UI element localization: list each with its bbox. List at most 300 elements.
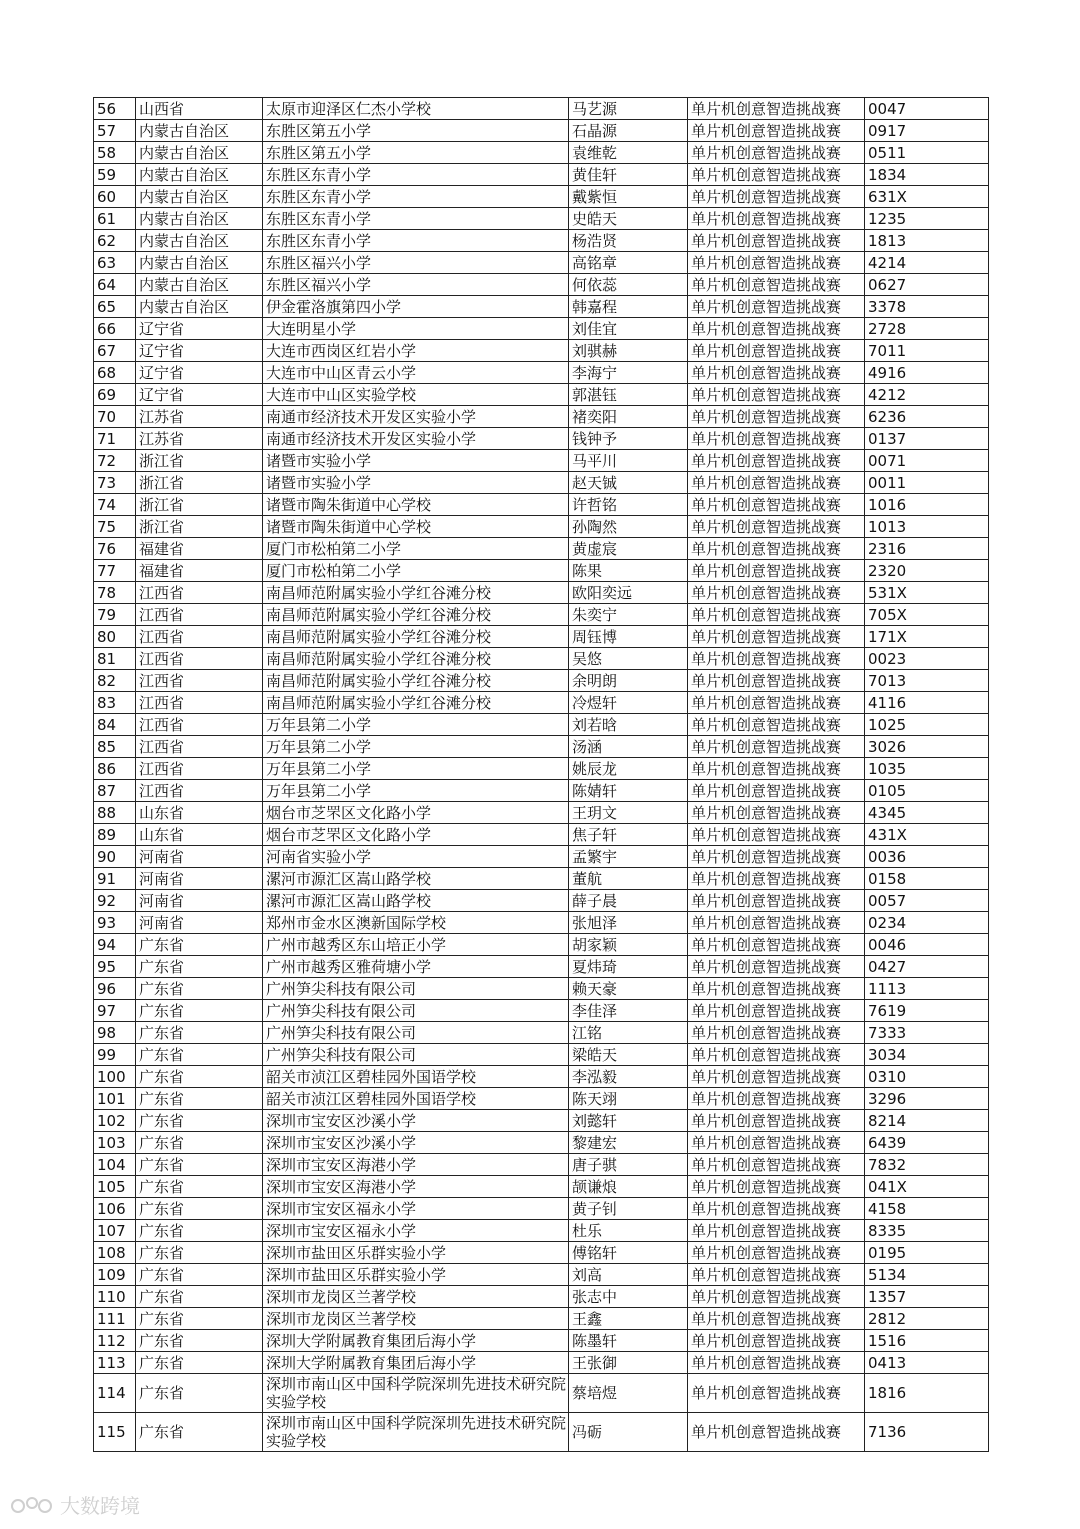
student-name-cell: 刘高 [569, 1264, 688, 1286]
competition-cell: 单片机创意智造挑战赛 [688, 736, 865, 758]
table-row [94, 978, 989, 1000]
row-number-cell: 105 [94, 1176, 136, 1198]
row-number-cell: 72 [94, 450, 136, 472]
id-suffix-cell: 1025 [865, 714, 989, 736]
table-row [94, 802, 989, 824]
table-row [94, 120, 989, 142]
student-name-cell: 马艺源 [569, 98, 688, 120]
table-row [94, 1110, 989, 1132]
student-name-cell: 高铭章 [569, 252, 688, 274]
province-cell: 江西省 [136, 582, 263, 604]
table-row [94, 956, 989, 978]
competition-cell: 单片机创意智造挑战赛 [688, 758, 865, 780]
school-cell: 东胜区福兴小学 [263, 252, 569, 274]
id-suffix-cell: 0023 [865, 648, 989, 670]
student-name-cell: 余明朗 [569, 670, 688, 692]
province-cell: 广东省 [136, 1330, 263, 1352]
table-row [94, 736, 989, 758]
table-row [94, 1000, 989, 1022]
school-cell: 广州市越秀区东山培正小学 [263, 934, 569, 956]
province-cell: 河南省 [136, 868, 263, 890]
id-suffix-cell: 2812 [865, 1308, 989, 1330]
row-number-cell: 79 [94, 604, 136, 626]
competition-cell: 单片机创意智造挑战赛 [688, 1022, 865, 1044]
school-cell: 诸暨市实验小学 [263, 450, 569, 472]
school-cell: 南昌师范附属实验小学红谷滩分校 [263, 604, 569, 626]
student-name-cell: 张旭泽 [569, 912, 688, 934]
competition-cell: 单片机创意智造挑战赛 [688, 1132, 865, 1154]
school-cell: 广州笋尖科技有限公司 [263, 978, 569, 1000]
row-number-cell: 110 [94, 1286, 136, 1308]
competition-cell: 单片机创意智造挑战赛 [688, 230, 865, 252]
school-cell: 万年县第二小学 [263, 758, 569, 780]
table-row [94, 1242, 989, 1264]
student-name-cell: 史皓天 [569, 208, 688, 230]
table-row [94, 340, 989, 362]
student-name-cell: 夏炜琦 [569, 956, 688, 978]
id-suffix-cell: 0427 [865, 956, 989, 978]
school-cell: 深圳大学附属教育集团后海小学 [263, 1352, 569, 1374]
province-cell: 福建省 [136, 538, 263, 560]
row-number-cell: 109 [94, 1264, 136, 1286]
id-suffix-cell: 631X [865, 186, 989, 208]
school-cell: 南昌师范附属实验小学红谷滩分校 [263, 670, 569, 692]
row-number-cell: 82 [94, 670, 136, 692]
watermark [10, 1490, 140, 1519]
school-cell: 南昌师范附属实验小学红谷滩分校 [263, 582, 569, 604]
student-name-cell: 张志中 [569, 1286, 688, 1308]
competition-cell: 单片机创意智造挑战赛 [688, 296, 865, 318]
school-cell: 大连市中山区实验学校 [263, 384, 569, 406]
competition-cell: 单片机创意智造挑战赛 [688, 120, 865, 142]
competition-cell: 单片机创意智造挑战赛 [688, 274, 865, 296]
province-cell: 广东省 [136, 934, 263, 956]
competition-cell: 单片机创意智造挑战赛 [688, 1198, 865, 1220]
school-cell: 东胜区东青小学 [263, 230, 569, 252]
table-row [94, 560, 989, 582]
school-cell: 深圳市南山区中国科学院深圳先进技术研究院实验学校 [263, 1374, 569, 1413]
student-name-cell: 李海宁 [569, 362, 688, 384]
province-cell: 广东省 [136, 1242, 263, 1264]
school-cell: 深圳市宝安区福永小学 [263, 1220, 569, 1242]
school-cell: 诸暨市陶朱街道中心学校 [263, 494, 569, 516]
competition-cell: 单片机创意智造挑战赛 [688, 1154, 865, 1176]
table-row [94, 516, 989, 538]
province-cell: 内蒙古自治区 [136, 208, 263, 230]
table-row [94, 1330, 989, 1352]
province-cell: 广东省 [136, 1264, 263, 1286]
row-number-cell: 60 [94, 186, 136, 208]
student-name-cell: 孙陶然 [569, 516, 688, 538]
province-cell: 内蒙古自治区 [136, 296, 263, 318]
student-name-cell: 赵天铖 [569, 472, 688, 494]
province-cell: 江西省 [136, 670, 263, 692]
competition-cell: 单片机创意智造挑战赛 [688, 450, 865, 472]
row-number-cell: 73 [94, 472, 136, 494]
student-name-cell: 冯砺 [569, 1413, 688, 1452]
table-row [94, 252, 989, 274]
school-cell: 深圳市盐田区乐群实验小学 [263, 1264, 569, 1286]
student-name-cell: 王鑫 [569, 1308, 688, 1330]
province-cell: 广东省 [136, 1198, 263, 1220]
competition-cell: 单片机创意智造挑战赛 [688, 934, 865, 956]
registration-table [93, 97, 989, 1452]
school-cell: 大连市西岗区红岩小学 [263, 340, 569, 362]
school-cell: 深圳市宝安区海港小学 [263, 1154, 569, 1176]
row-number-cell: 64 [94, 274, 136, 296]
id-suffix-cell: 1016 [865, 494, 989, 516]
province-cell: 广东省 [136, 1154, 263, 1176]
row-number-cell: 77 [94, 560, 136, 582]
province-cell: 内蒙古自治区 [136, 164, 263, 186]
school-cell: 厦门市松柏第二小学 [263, 560, 569, 582]
province-cell: 广东省 [136, 1374, 263, 1413]
id-suffix-cell: 4158 [865, 1198, 989, 1220]
competition-cell: 单片机创意智造挑战赛 [688, 824, 865, 846]
competition-cell: 单片机创意智造挑战赛 [688, 604, 865, 626]
table-row [94, 406, 989, 428]
school-cell: 广州市越秀区雅荷塘小学 [263, 956, 569, 978]
table-row [94, 1286, 989, 1308]
student-name-cell: 赖天豪 [569, 978, 688, 1000]
row-number-cell: 63 [94, 252, 136, 274]
competition-cell: 单片机创意智造挑战赛 [688, 472, 865, 494]
id-suffix-cell: 4116 [865, 692, 989, 714]
student-name-cell: 韩嘉程 [569, 296, 688, 318]
row-number-cell: 57 [94, 120, 136, 142]
competition-cell: 单片机创意智造挑战赛 [688, 1330, 865, 1352]
id-suffix-cell: 1516 [865, 1330, 989, 1352]
table-row [94, 1066, 989, 1088]
school-cell: 万年县第二小学 [263, 736, 569, 758]
school-cell: 深圳市龙岗区兰著学校 [263, 1308, 569, 1330]
row-number-cell: 115 [94, 1413, 136, 1452]
province-cell: 广东省 [136, 978, 263, 1000]
competition-cell: 单片机创意智造挑战赛 [688, 714, 865, 736]
id-suffix-cell: 0011 [865, 472, 989, 494]
school-cell: 郑州市金水区澳新国际学校 [263, 912, 569, 934]
student-name-cell: 陈墨轩 [569, 1330, 688, 1352]
row-number-cell: 92 [94, 890, 136, 912]
id-suffix-cell: 705X [865, 604, 989, 626]
school-cell: 万年县第二小学 [263, 780, 569, 802]
school-cell: 烟台市芝罘区文化路小学 [263, 824, 569, 846]
row-number-cell: 59 [94, 164, 136, 186]
table-row [94, 714, 989, 736]
table-row [94, 692, 989, 714]
competition-cell: 单片机创意智造挑战赛 [688, 1110, 865, 1132]
table-row [94, 142, 989, 164]
table-row [94, 1132, 989, 1154]
competition-cell: 单片机创意智造挑战赛 [688, 1413, 865, 1452]
province-cell: 广东省 [136, 956, 263, 978]
competition-cell: 单片机创意智造挑战赛 [688, 1374, 865, 1413]
student-name-cell: 陈婧轩 [569, 780, 688, 802]
table-row [94, 868, 989, 890]
student-name-cell: 蔡培煜 [569, 1374, 688, 1413]
row-number-cell: 78 [94, 582, 136, 604]
competition-cell: 单片机创意智造挑战赛 [688, 1044, 865, 1066]
row-number-cell: 88 [94, 802, 136, 824]
id-suffix-cell: 0917 [865, 120, 989, 142]
table-row [94, 1198, 989, 1220]
row-number-cell: 103 [94, 1132, 136, 1154]
student-name-cell: 石晶源 [569, 120, 688, 142]
id-suffix-cell: 1035 [865, 758, 989, 780]
competition-cell: 单片机创意智造挑战赛 [688, 1176, 865, 1198]
province-cell: 广东省 [136, 1088, 263, 1110]
table-row [94, 384, 989, 406]
id-suffix-cell: 4214 [865, 252, 989, 274]
table-row [94, 1044, 989, 1066]
competition-cell: 单片机创意智造挑战赛 [688, 406, 865, 428]
id-suffix-cell: 1813 [865, 230, 989, 252]
province-cell: 广东省 [136, 1044, 263, 1066]
student-name-cell: 杨浩贤 [569, 230, 688, 252]
id-suffix-cell: 0234 [865, 912, 989, 934]
table-row [94, 824, 989, 846]
row-number-cell: 67 [94, 340, 136, 362]
student-name-cell: 杜乐 [569, 1220, 688, 1242]
competition-cell: 单片机创意智造挑战赛 [688, 1308, 865, 1330]
student-name-cell: 焦子轩 [569, 824, 688, 846]
student-name-cell: 吴悠 [569, 648, 688, 670]
school-cell: 东胜区第五小学 [263, 120, 569, 142]
competition-cell: 单片机创意智造挑战赛 [688, 560, 865, 582]
id-suffix-cell: 7013 [865, 670, 989, 692]
province-cell: 山东省 [136, 802, 263, 824]
province-cell: 江西省 [136, 626, 263, 648]
school-cell: 广州笋尖科技有限公司 [263, 1000, 569, 1022]
school-cell: 厦门市松柏第二小学 [263, 538, 569, 560]
table-row [94, 164, 989, 186]
school-cell: 韶关市浈江区碧桂园外国语学校 [263, 1088, 569, 1110]
student-name-cell: 颉谦烺 [569, 1176, 688, 1198]
competition-cell: 单片机创意智造挑战赛 [688, 428, 865, 450]
table-row [94, 1264, 989, 1286]
school-cell: 南昌师范附属实验小学红谷滩分校 [263, 648, 569, 670]
row-number-cell: 81 [94, 648, 136, 670]
school-cell: 伊金霍洛旗第四小学 [263, 296, 569, 318]
school-cell: 深圳市宝安区福永小学 [263, 1198, 569, 1220]
province-cell: 江西省 [136, 692, 263, 714]
province-cell: 广东省 [136, 1176, 263, 1198]
student-name-cell: 黄虚宸 [569, 538, 688, 560]
id-suffix-cell: 1834 [865, 164, 989, 186]
id-suffix-cell: 041X [865, 1176, 989, 1198]
id-suffix-cell: 5134 [865, 1264, 989, 1286]
school-cell: 万年县第二小学 [263, 714, 569, 736]
province-cell: 广东省 [136, 1000, 263, 1022]
id-suffix-cell: 8335 [865, 1220, 989, 1242]
school-cell: 深圳市盐田区乐群实验小学 [263, 1242, 569, 1264]
competition-cell: 单片机创意智造挑战赛 [688, 318, 865, 340]
id-suffix-cell: 0057 [865, 890, 989, 912]
province-cell: 辽宁省 [136, 340, 263, 362]
school-cell: 深圳市南山区中国科学院深圳先进技术研究院实验学校 [263, 1413, 569, 1452]
province-cell: 浙江省 [136, 516, 263, 538]
school-cell: 深圳市龙岗区兰著学校 [263, 1286, 569, 1308]
competition-cell: 单片机创意智造挑战赛 [688, 868, 865, 890]
id-suffix-cell: 431X [865, 824, 989, 846]
school-cell: 东胜区东青小学 [263, 208, 569, 230]
province-cell: 江西省 [136, 780, 263, 802]
competition-cell: 单片机创意智造挑战赛 [688, 164, 865, 186]
table-row [94, 670, 989, 692]
province-cell: 江西省 [136, 714, 263, 736]
row-number-cell: 104 [94, 1154, 136, 1176]
table-row [94, 1308, 989, 1330]
province-cell: 内蒙古自治区 [136, 274, 263, 296]
id-suffix-cell: 4916 [865, 362, 989, 384]
table-row [94, 450, 989, 472]
student-name-cell: 何依蕊 [569, 274, 688, 296]
school-cell: 广州笋尖科技有限公司 [263, 1022, 569, 1044]
student-name-cell: 姚辰龙 [569, 758, 688, 780]
row-number-cell: 69 [94, 384, 136, 406]
id-suffix-cell: 171X [865, 626, 989, 648]
row-number-cell: 86 [94, 758, 136, 780]
table-row [94, 1154, 989, 1176]
row-number-cell: 101 [94, 1088, 136, 1110]
id-suffix-cell: 2320 [865, 560, 989, 582]
competition-cell: 单片机创意智造挑战赛 [688, 494, 865, 516]
id-suffix-cell: 0511 [865, 142, 989, 164]
row-number-cell: 111 [94, 1308, 136, 1330]
province-cell: 江西省 [136, 648, 263, 670]
row-number-cell: 97 [94, 1000, 136, 1022]
table-row [94, 1088, 989, 1110]
table-row [94, 428, 989, 450]
school-cell: 河南省实验小学 [263, 846, 569, 868]
id-suffix-cell: 7136 [865, 1413, 989, 1452]
id-suffix-cell: 1113 [865, 978, 989, 1000]
competition-cell: 单片机创意智造挑战赛 [688, 362, 865, 384]
id-suffix-cell: 7333 [865, 1022, 989, 1044]
province-cell: 福建省 [136, 560, 263, 582]
school-cell: 深圳市宝安区海港小学 [263, 1176, 569, 1198]
competition-cell: 单片机创意智造挑战赛 [688, 1066, 865, 1088]
student-name-cell: 胡家颖 [569, 934, 688, 956]
student-name-cell: 黄子钊 [569, 1198, 688, 1220]
row-number-cell: 74 [94, 494, 136, 516]
table-row [94, 1374, 989, 1413]
province-cell: 广东省 [136, 1132, 263, 1154]
table-row [94, 538, 989, 560]
id-suffix-cell: 4212 [865, 384, 989, 406]
table-row [94, 208, 989, 230]
province-cell: 广东省 [136, 1022, 263, 1044]
competition-cell: 单片机创意智造挑战赛 [688, 1088, 865, 1110]
competition-cell: 单片机创意智造挑战赛 [688, 1220, 865, 1242]
province-cell: 内蒙古自治区 [136, 142, 263, 164]
table-row [94, 890, 989, 912]
student-name-cell: 钱钟予 [569, 428, 688, 450]
competition-cell: 单片机创意智造挑战赛 [688, 516, 865, 538]
row-number-cell: 65 [94, 296, 136, 318]
province-cell: 辽宁省 [136, 384, 263, 406]
row-number-cell: 66 [94, 318, 136, 340]
school-cell: 漯河市源汇区嵩山路学校 [263, 868, 569, 890]
student-name-cell: 刘懿轩 [569, 1110, 688, 1132]
row-number-cell: 89 [94, 824, 136, 846]
student-name-cell: 李泓毅 [569, 1066, 688, 1088]
competition-cell: 单片机创意智造挑战赛 [688, 384, 865, 406]
student-name-cell: 褚奕阳 [569, 406, 688, 428]
student-name-cell: 刘若晗 [569, 714, 688, 736]
province-cell: 内蒙古自治区 [136, 120, 263, 142]
competition-cell: 单片机创意智造挑战赛 [688, 186, 865, 208]
row-number-cell: 93 [94, 912, 136, 934]
row-number-cell: 62 [94, 230, 136, 252]
student-name-cell: 傅铭轩 [569, 1242, 688, 1264]
row-number-cell: 58 [94, 142, 136, 164]
school-cell: 漯河市源汇区嵩山路学校 [263, 890, 569, 912]
id-suffix-cell: 7011 [865, 340, 989, 362]
table-row [94, 1022, 989, 1044]
id-suffix-cell: 0158 [865, 868, 989, 890]
student-name-cell: 马平川 [569, 450, 688, 472]
table-row [94, 912, 989, 934]
competition-cell: 单片机创意智造挑战赛 [688, 802, 865, 824]
province-cell: 浙江省 [136, 494, 263, 516]
competition-cell: 单片机创意智造挑战赛 [688, 780, 865, 802]
table-row [94, 296, 989, 318]
table-row [94, 648, 989, 670]
school-cell: 大连市中山区青云小学 [263, 362, 569, 384]
row-number-cell: 68 [94, 362, 136, 384]
table-row [94, 1220, 989, 1242]
school-cell: 南昌师范附属实验小学红谷滩分校 [263, 692, 569, 714]
school-cell: 东胜区东青小学 [263, 186, 569, 208]
id-suffix-cell: 531X [865, 582, 989, 604]
competition-cell: 单片机创意智造挑战赛 [688, 626, 865, 648]
table-row [94, 98, 989, 120]
id-suffix-cell: 7619 [865, 1000, 989, 1022]
school-cell: 韶关市浈江区碧桂园外国语学校 [263, 1066, 569, 1088]
row-number-cell: 107 [94, 1220, 136, 1242]
row-number-cell: 80 [94, 626, 136, 648]
competition-cell: 单片机创意智造挑战赛 [688, 1000, 865, 1022]
province-cell: 广东省 [136, 1286, 263, 1308]
competition-cell: 单片机创意智造挑战赛 [688, 98, 865, 120]
competition-cell: 单片机创意智造挑战赛 [688, 912, 865, 934]
table-row [94, 230, 989, 252]
student-name-cell: 王张御 [569, 1352, 688, 1374]
province-cell: 广东省 [136, 1352, 263, 1374]
province-cell: 江苏省 [136, 428, 263, 450]
competition-cell: 单片机创意智造挑战赛 [688, 846, 865, 868]
table-row [94, 318, 989, 340]
student-name-cell: 汤涵 [569, 736, 688, 758]
row-number-cell: 99 [94, 1044, 136, 1066]
province-cell: 辽宁省 [136, 362, 263, 384]
province-cell: 河南省 [136, 912, 263, 934]
row-number-cell: 91 [94, 868, 136, 890]
competition-cell: 单片机创意智造挑战赛 [688, 208, 865, 230]
id-suffix-cell: 2316 [865, 538, 989, 560]
student-name-cell: 王玥文 [569, 802, 688, 824]
school-cell: 东胜区第五小学 [263, 142, 569, 164]
row-number-cell: 108 [94, 1242, 136, 1264]
row-number-cell: 61 [94, 208, 136, 230]
row-number-cell: 70 [94, 406, 136, 428]
table-row [94, 758, 989, 780]
province-cell: 广东省 [136, 1413, 263, 1452]
competition-cell: 单片机创意智造挑战赛 [688, 142, 865, 164]
id-suffix-cell: 3034 [865, 1044, 989, 1066]
school-cell: 大连明星小学 [263, 318, 569, 340]
